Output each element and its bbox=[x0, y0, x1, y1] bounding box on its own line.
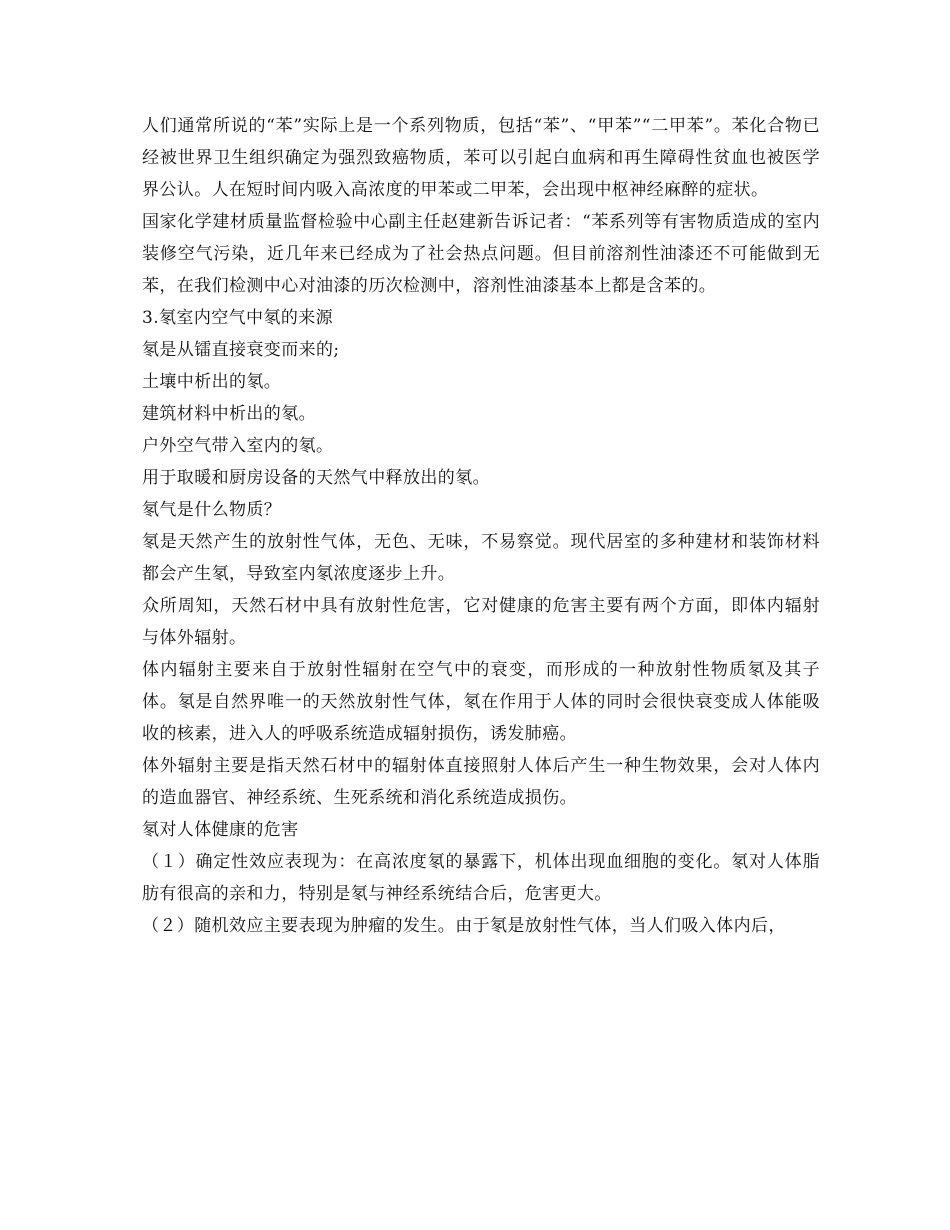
list-item-soil: 土壤中析出的氡。 bbox=[142, 372, 282, 392]
list-item-radium-decay: 氡是从镭直接衰变而来的; bbox=[142, 340, 340, 360]
paragraph-radon-definition: 氡是天然产生的放射性气体，无色、无味，不易察觉。现代居室的多种建材和装饰材料都会产生氡，导致室内氡浓度逐步上升。 bbox=[142, 532, 820, 584]
paragraph-deterministic-effect: （１）确定性效应表现为：在高浓度氡的暴露下，机体出现血细胞的变化。氡对人体脂肪有很高的亲和力，特别是氡与神经系统结合后，危害更大。 bbox=[142, 852, 820, 904]
paragraph-internal-radiation: 体内辐射主要来自于放射性辐射在空气中的衰变，而形成的一种放射性物质氡及其子体。氡是自然界唯一的天然放射性气体，氡在作用于人体的同时会很快衰变成人体能吸收的核素，进入人的呼吸系统造成辐射损伤，诱发肺癌。 bbox=[142, 660, 820, 744]
paragraph-stochastic-effect: （２）随机效应主要表现为肿瘤的发生。由于氡是放射性气体，当人们吸入体内后， bbox=[142, 916, 786, 936]
list-item-outdoor-air: 户外空气带入室内的氡。 bbox=[142, 436, 334, 456]
section-heading-radon-sources: 3.氡室内空气中氡的来源 bbox=[142, 308, 334, 328]
document-body bbox=[142, 110, 820, 942]
subheading-what-is-radon: 氡气是什么物质？ bbox=[142, 500, 282, 520]
paragraph-external-radiation: 体外辐射主要是指天然石材中的辐射体直接照射人体后产生一种生物效果，会对人体内的造血器官、神经系统、生死系统和消化系统造成损伤。 bbox=[142, 756, 820, 808]
paragraph-benzene-intro: 人们通常所说的“苯”实际上是一个系列物质，包括“苯”、“甲苯”“二甲苯”。苯化合物已经被世界卫生组织确定为强烈致癌物质，苯可以引起白血病和再生障碍性贫血也被医学界公认。人在短时间内吸入高浓度的甲苯或二甲苯，会出现中枢神经麻醉的症状。 bbox=[142, 116, 820, 200]
paragraph-stone-radiation: 众所周知，天然石材中具有放射性危害，它对健康的危害主要有两个方面，即体内辐射与体外辐射。 bbox=[142, 596, 820, 648]
subheading-radon-hazards: 氡对人体健康的危害 bbox=[142, 820, 299, 840]
list-item-building-materials: 建筑材料中析出的氡。 bbox=[142, 404, 316, 424]
paragraph-expert-quote: 国家化学建材质量监督检验中心副主任赵建新告诉记者：“苯系列等有害物质造成的室内装修空气污染，近几年来已经成为了社会热点问题。但目前溶剂性油漆还不可能做到无苯，在我们检测中心对油漆的历次检测中，溶剂性油漆基本上都是含苯的。 bbox=[142, 212, 820, 296]
list-item-natural-gas: 用于取暖和厨房设备的天然气中释放出的氡。 bbox=[142, 468, 490, 488]
